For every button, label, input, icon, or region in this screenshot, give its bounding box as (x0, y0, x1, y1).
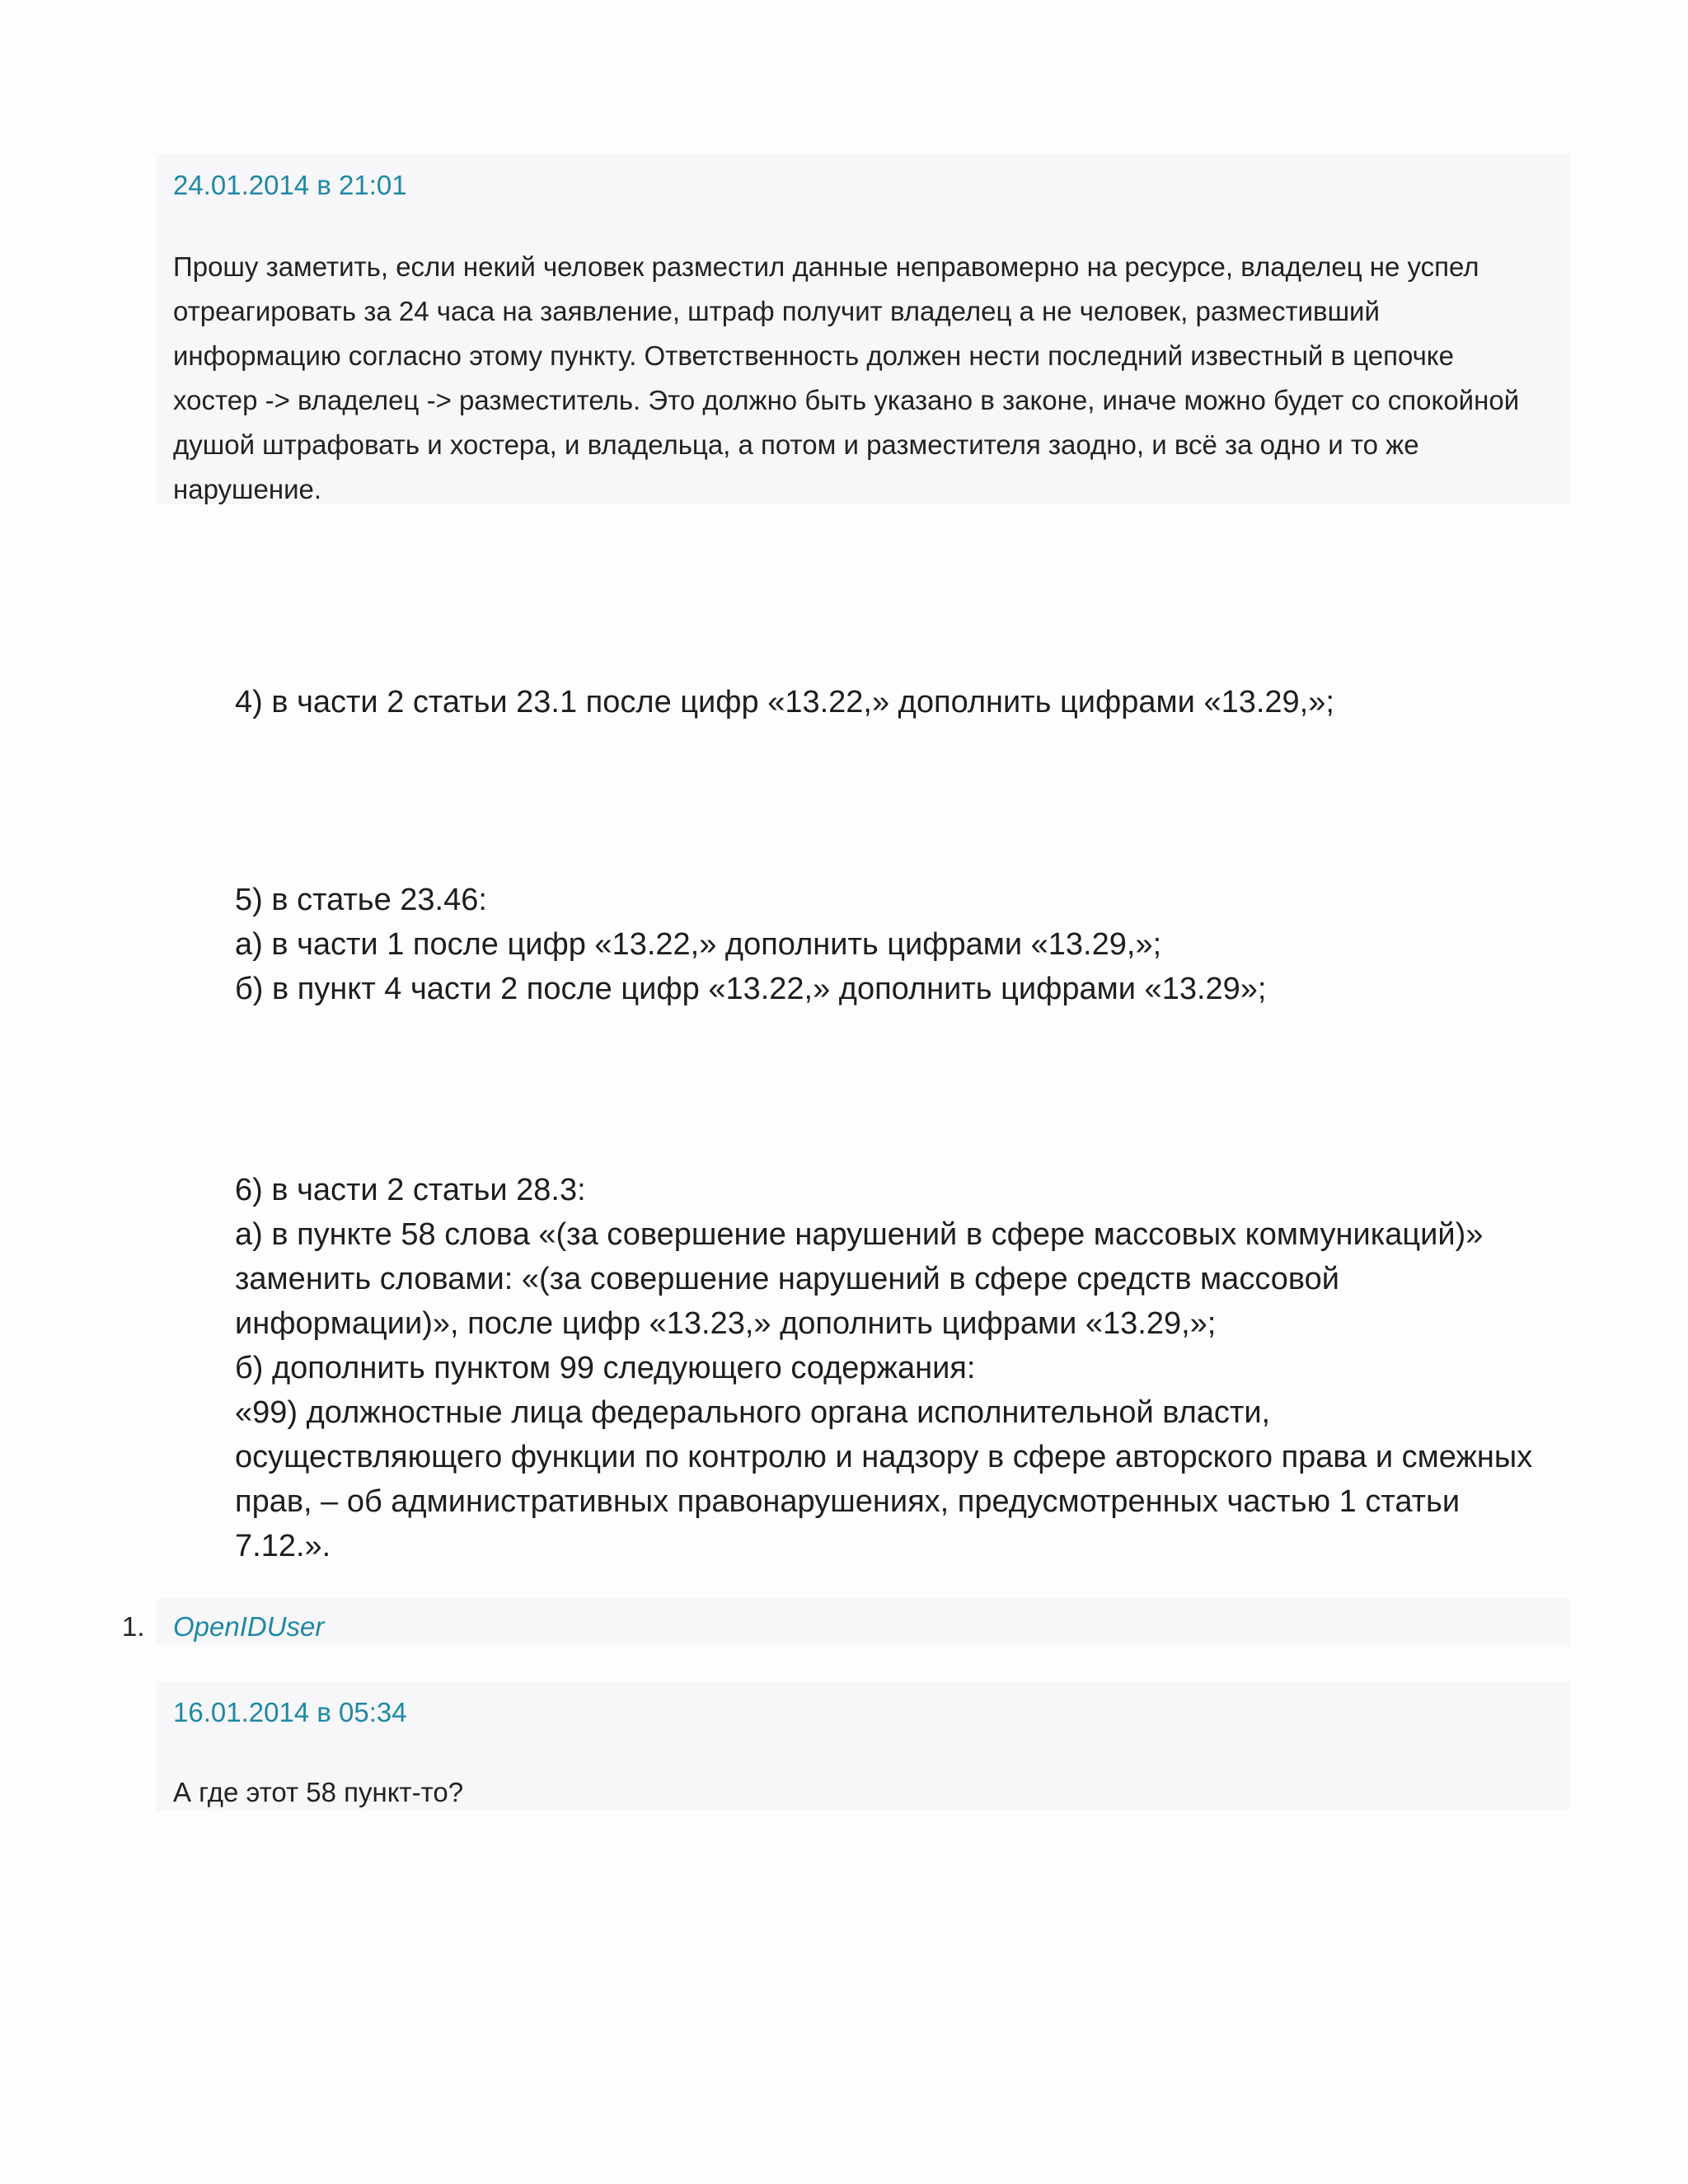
law-text-line: прав, – об административных правонарушениях, предусмотренных частью 1 статьи (235, 1484, 1461, 1519)
comment-date-link[interactable]: 16.01.2014 в 05:34 (173, 1697, 407, 1727)
law-text-line: б) в пункт 4 части 2 после цифр «13.22,» дополнить цифрами «13.29»; (235, 972, 1267, 1006)
comment-box-1 (157, 154, 1570, 504)
law-text-line: а) в пункте 58 слова «(за совершение нарушений в сфере массовых коммуникаций)» (235, 1217, 1484, 1252)
comment-text-line: информацию согласно этому пункту. Ответственность должен нести последний известный в цепочке (173, 340, 1454, 371)
comment-text-line: отреагировать за 24 часа на заявление, штраф получит владелец а не человек, разместивший (173, 296, 1380, 326)
law-text-line: 7.12.». (235, 1529, 331, 1563)
law-text-line: «99) должностные лица федерального органа исполнительной власти, (235, 1395, 1271, 1430)
law-text-line: информации)», после цифр «13.23,» дополнить цифрами «13.29,»; (235, 1306, 1217, 1341)
list-number: 1. (122, 1611, 145, 1642)
law-item-4 (235, 680, 1587, 724)
comment-text: А где этот 58 пункт-то? (173, 1777, 464, 1807)
comment-text-line: нарушение. (173, 474, 322, 504)
comment-box-2 (157, 1681, 1570, 1811)
law-text-line: заменить словами: «(за совершение нарушений в сфере средств массовой (235, 1262, 1340, 1296)
comment-text (173, 245, 1566, 512)
author-row (157, 1599, 1570, 1645)
law-text-line: 5) в статье 23.46: (235, 883, 487, 917)
law-text-line: б) дополнить пунктом 99 следующего содержания: (235, 1351, 976, 1385)
comment-text-line: душой штрафовать и хостера, и владельца, а потом и разместителя заодно, и всё за одно и то же (173, 429, 1419, 460)
law-item-6 (235, 1168, 1587, 1568)
law-item-5 (235, 878, 1587, 1011)
comment-text-line: хостер -> владелец -> разместитель. Это должно быть указано в законе, иначе можно будет со спокойной (173, 385, 1520, 415)
comment-date-link[interactable]: 24.01.2014 в 21:01 (173, 170, 407, 200)
law-text-line: 4) в части 2 статьи 23.1 после цифр «13.22,» дополнить цифрами «13.29,»; (235, 685, 1334, 719)
law-text-line: а) в части 1 после цифр «13.22,» дополнить цифрами «13.29,»; (235, 927, 1162, 962)
law-text-line: 6) в части 2 статьи 28.3: (235, 1173, 586, 1207)
comment-text-line: Прошу заметить, если некий человек разместил данные неправомерно на ресурсе, владелец не успел (173, 251, 1479, 282)
law-text-line: осуществляющего функции по контролю и надзору в сфере авторского права и смежных (235, 1440, 1533, 1474)
author-name-link[interactable]: OpenIDUser (173, 1611, 325, 1642)
